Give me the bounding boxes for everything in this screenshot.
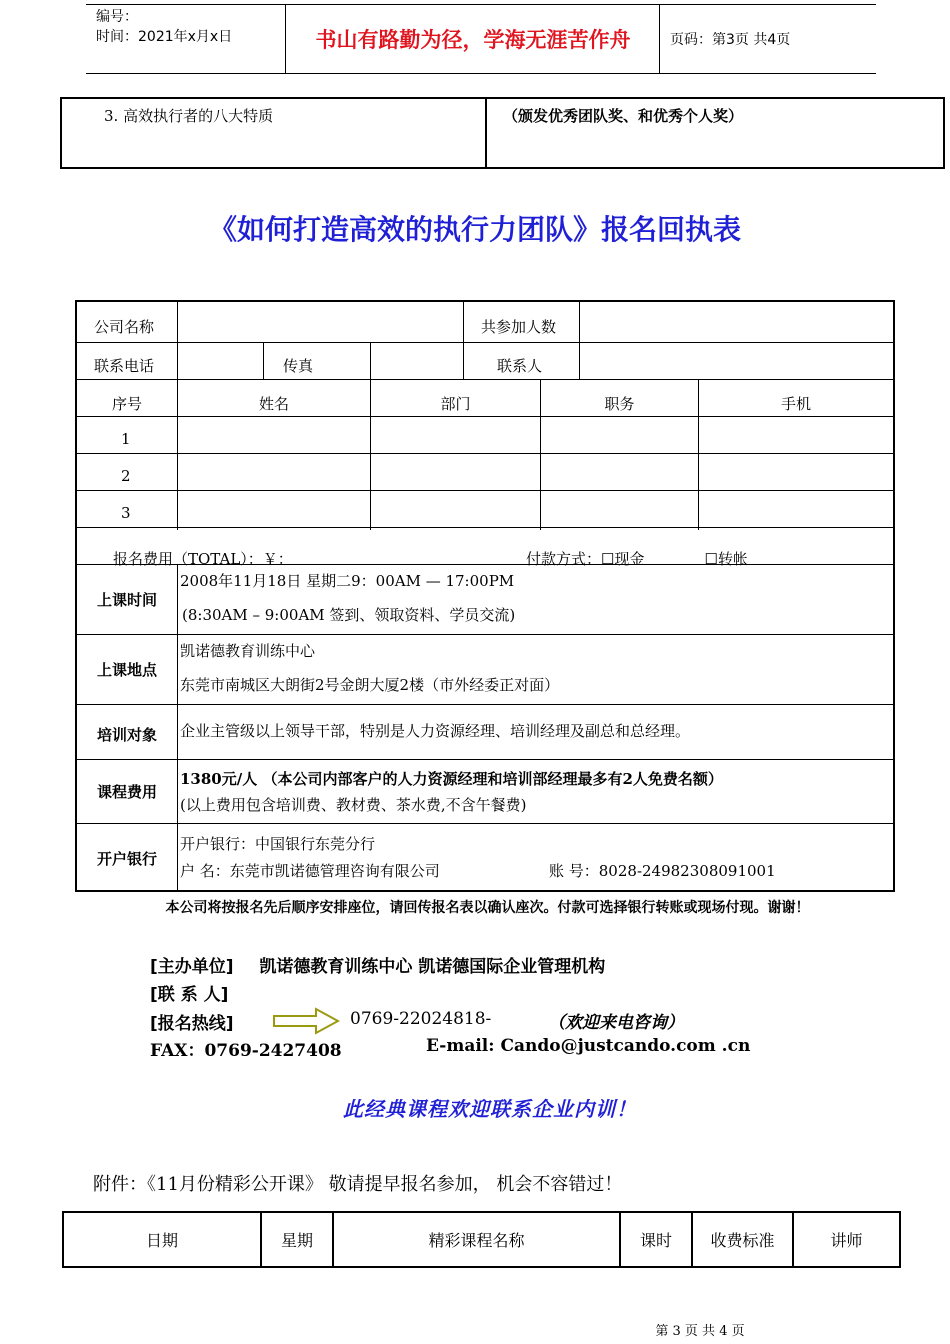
cash-checkbox[interactable]: ☐ [601, 550, 615, 568]
award-note: （颁发优秀团队奖、和优秀个人奖） [503, 107, 744, 125]
arrow-right-icon [272, 1007, 340, 1035]
column-header-hours: 课时 [621, 1213, 693, 1266]
fax-label: 传真 [283, 357, 314, 375]
bank-account-number: 账 号：8028-24982308091001 [549, 862, 776, 880]
column-header-department: 部门 [440, 395, 471, 413]
table-row[interactable] [178, 491, 893, 527]
course-fee-amount: 1380元/人 （本公司内部客户的人力资源经理和培训部经理最多有2人免费名额） [180, 770, 723, 788]
bank-label: 开户银行 [96, 849, 157, 868]
class-time-date: 2008年11月18日 星期二9：00AM — 17:00PM [180, 572, 515, 590]
course-outline-item: 3. 高效执行者的八大特质 [62, 99, 487, 167]
registration-fee-label: 报名费用（TOTAL）：￥： [113, 550, 293, 568]
column-header-lecturer: 讲师 [830, 1231, 863, 1250]
class-time-checkin: (8:30AM – 9:00AM 签到、领取资料、学员交流) [182, 606, 516, 624]
hotline-label: [报名热线] [150, 1014, 234, 1034]
header-page-number: 页码：第3页 共4页 [670, 32, 791, 48]
class-time-label: 上课时间 [96, 591, 157, 609]
column-header-name: 姓名 [258, 395, 289, 413]
registration-form [75, 300, 895, 892]
bank-branch: 开户银行：中国银行东莞分行 [180, 835, 376, 853]
page-header [86, 4, 876, 74]
table-row-number: 3 [121, 504, 131, 522]
fax-number: FAX：0769-2427408 [150, 1041, 342, 1061]
column-header-weekday: 星期 [262, 1213, 334, 1266]
venue-name: 凯诺德教育训练中心 [180, 642, 316, 660]
training-target-text: 企业主管级以上领导干部，特别是人力资源经理、培训经理及副总和总经理。 [180, 722, 691, 740]
column-header-date: 日期 [64, 1213, 262, 1266]
host-label: [主办单位] [150, 957, 234, 977]
column-header-course-name: 精彩课程名称 [334, 1213, 621, 1266]
document-number-label: 编号： [96, 9, 138, 25]
column-header-position: 职务 [604, 395, 635, 413]
form-title: 《如何打造高效的执行力团队》报名回执表 [208, 213, 741, 246]
table-row[interactable] [178, 417, 893, 453]
transfer-checkbox[interactable]: ☐ [704, 550, 718, 568]
course-fee-includes: (以上费用包含培训费、教材费、茶水费,不含午餐费) [180, 796, 527, 814]
table-row-number: 2 [121, 467, 131, 485]
hotline-note: （欢迎来电咨询） [548, 1013, 684, 1033]
training-target-label: 培训对象 [96, 725, 157, 744]
transfer-option-label: 转帐 [717, 550, 748, 568]
contact-line [150, 980, 228, 1005]
payment-method-label: 付款方式： [526, 550, 602, 568]
cash-option-label: 现金 [614, 550, 645, 568]
attendee-count-field[interactable] [580, 302, 893, 342]
in-house-training-promo: 此经典课程欢迎联系企业内训！ [343, 1097, 637, 1121]
phone-label: 联系电话 [94, 357, 155, 375]
contact-person-field[interactable] [580, 343, 893, 379]
class-location-label: 上课地点 [96, 661, 157, 679]
contact-label: [联 系 人] [150, 985, 229, 1005]
footer-page-number: 第 3 页 共 4 页 [655, 1324, 745, 1339]
column-header-mobile: 手机 [780, 395, 811, 413]
hotline-number: 0769-22024818- [350, 1009, 492, 1029]
company-name-field[interactable] [178, 302, 463, 342]
column-header-index: 序号 [111, 395, 142, 413]
attachment-note: 附件：《11月份精彩公开课》 敬请提早报名参加， 机会不容错过！ [93, 1174, 623, 1195]
organizer-line [150, 952, 605, 977]
registration-notice: 本公司将按报名先后顺序安排座位，请回传报名表以确认座次。付款可选择银行转账或现场付现。谢谢！ [165, 900, 810, 916]
company-name-label: 公司名称 [94, 318, 155, 336]
attendee-count-label: 共参加人数 [481, 318, 557, 336]
fax-field[interactable] [371, 343, 463, 379]
course-outline-table [60, 97, 945, 169]
phone-field[interactable] [178, 343, 263, 379]
table-row[interactable] [178, 454, 893, 490]
bank-account-name: 户 名：东莞市凯诺德管理咨询有限公司 [180, 862, 440, 880]
host-text: 凯诺德教育训练中心 凯诺德国际企业管理机构 [259, 957, 606, 977]
column-header-fee: 收费标准 [693, 1213, 794, 1266]
contact-email: E-mail: Cando@justcando.com .cn [426, 1036, 751, 1056]
venue-address: 东莞市南城区大朗街2号金朗大厦2楼（市外经委正对面） [180, 676, 560, 694]
payment-method [526, 548, 748, 569]
header-motto: 书山有路勤为径，学海无涯苦作舟 [287, 5, 660, 73]
course-fee-label: 课程费用 [96, 783, 157, 801]
header-meta [86, 5, 286, 73]
schedule-table-header [62, 1211, 901, 1268]
table-row-number: 1 [121, 430, 131, 448]
contact-person-label: 联系人 [497, 357, 543, 375]
document-date: 时间：2021年x月x日 [96, 29, 233, 45]
